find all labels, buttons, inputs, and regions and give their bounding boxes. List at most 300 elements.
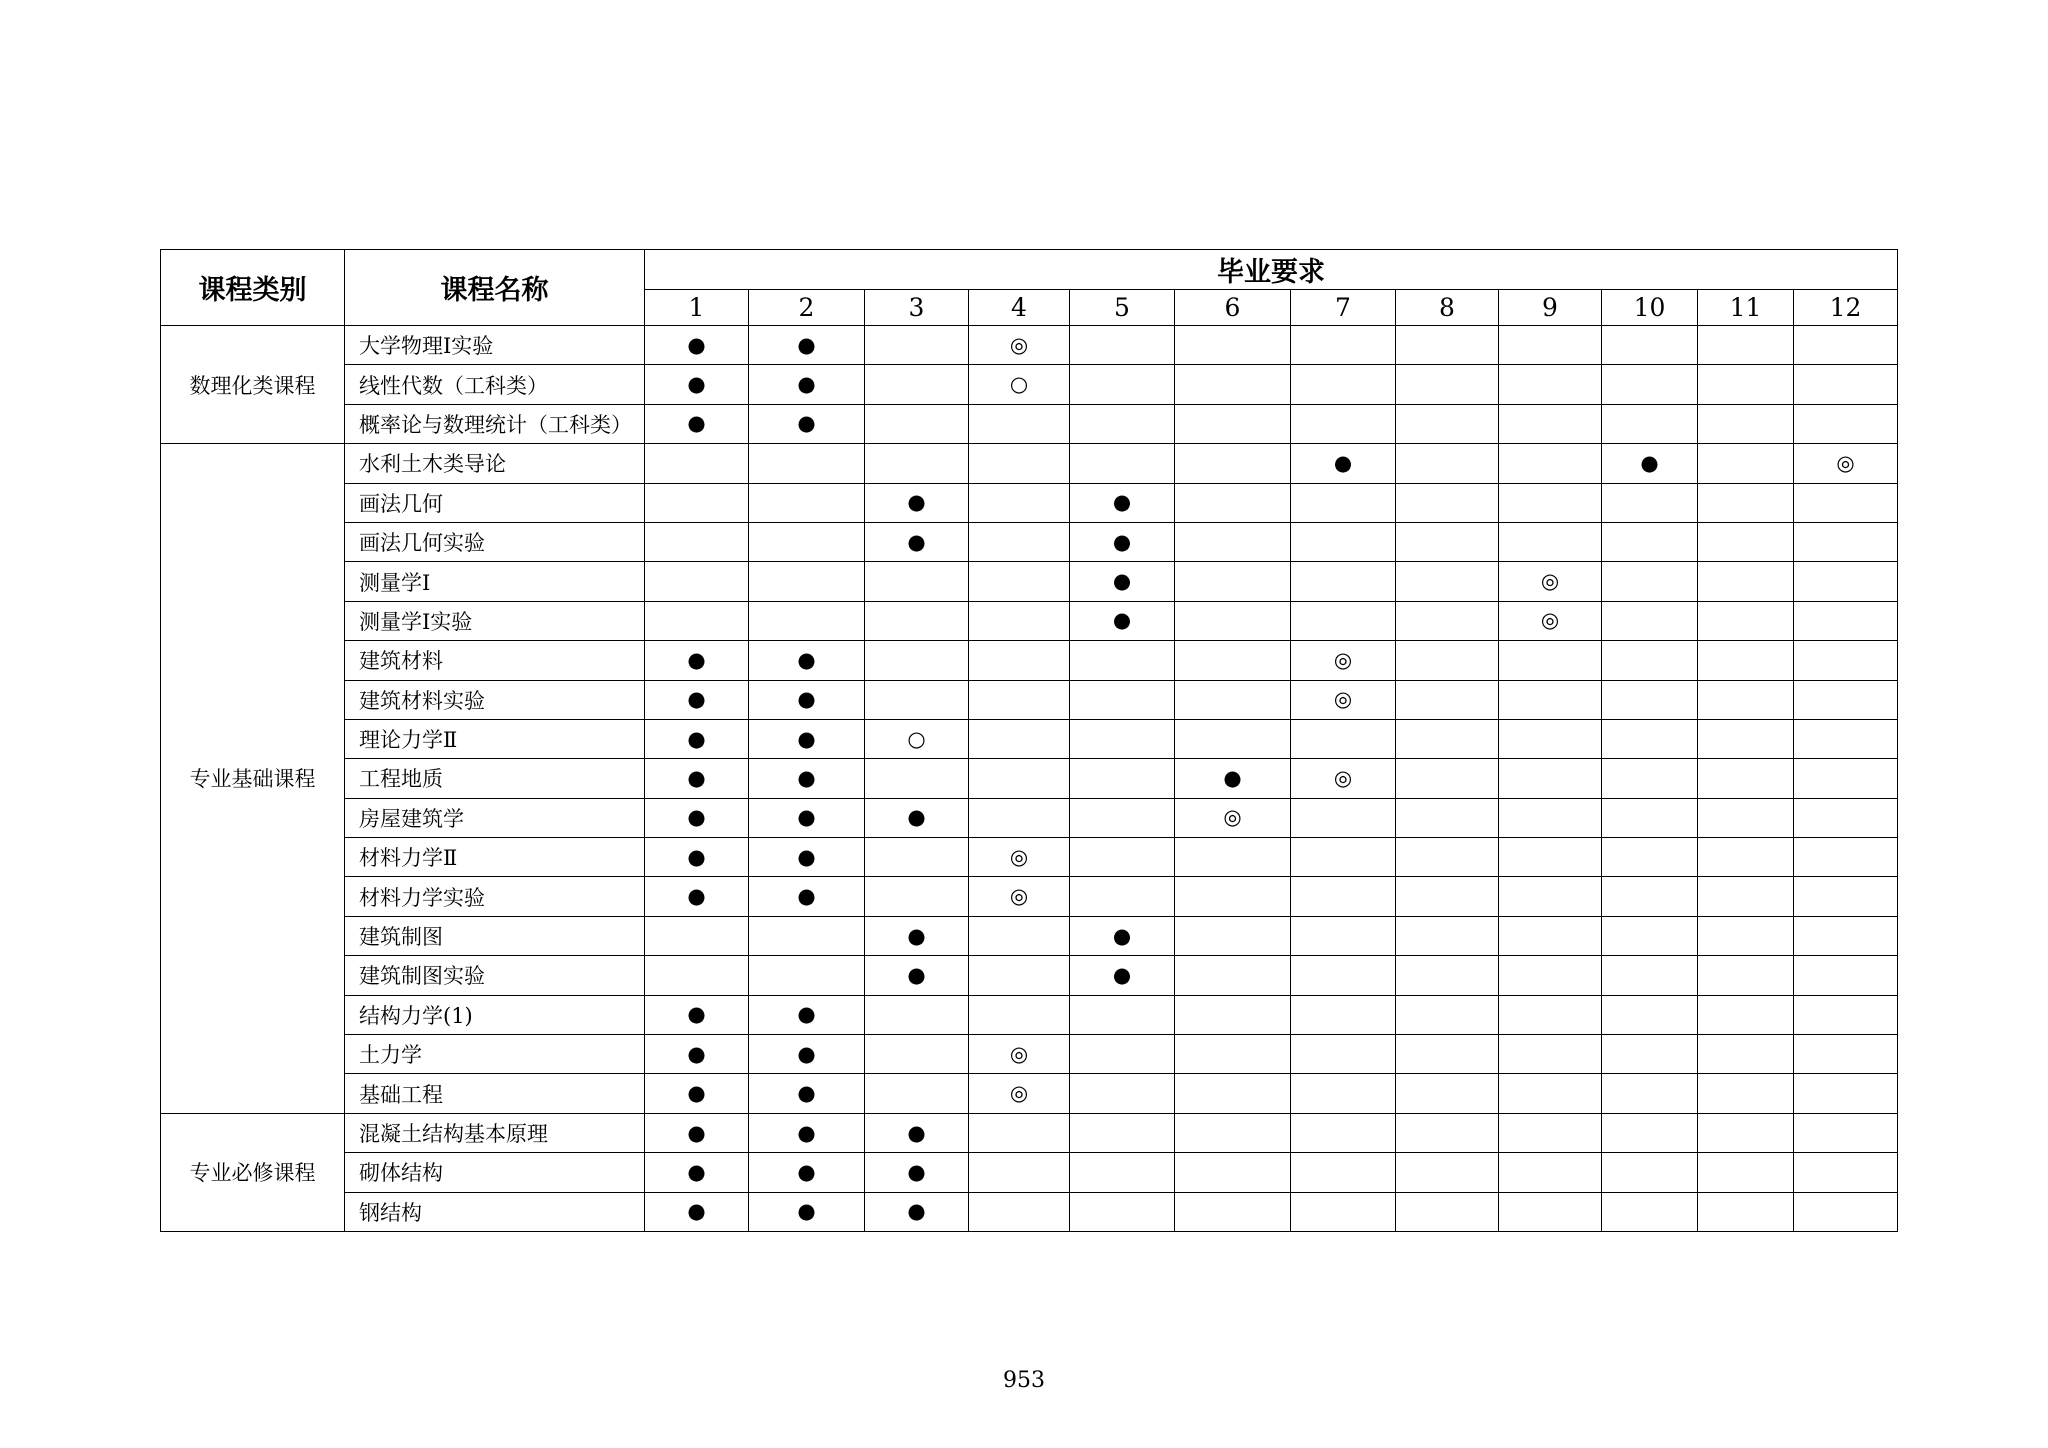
requirement-mark-cell: [1602, 601, 1698, 640]
requirement-mark-cell: ●: [749, 365, 865, 404]
requirement-mark-cell: [969, 956, 1070, 995]
requirement-mark-cell: ◎: [1794, 444, 1898, 483]
requirement-mark-cell: [1175, 1113, 1291, 1152]
table-row: [161, 404, 1898, 443]
requirement-mark-cell: [1070, 1035, 1175, 1074]
requirement-mark-cell: [1070, 641, 1175, 680]
category-cell: 专业必修课程: [161, 1113, 345, 1231]
requirement-mark-cell: [1602, 562, 1698, 601]
requirement-mark-cell: ●: [1070, 522, 1175, 561]
requirement-mark-cell: ●: [749, 1035, 865, 1074]
requirement-mark-cell: [1175, 404, 1291, 443]
requirement-mark-cell: [1070, 838, 1175, 877]
requirement-mark-cell: [1794, 326, 1898, 365]
course-name-cell: 材料力学Ⅱ: [345, 838, 645, 877]
requirement-mark-cell: [865, 562, 969, 601]
requirement-mark-cell: ○: [969, 365, 1070, 404]
requirement-mark-cell: [1794, 1074, 1898, 1113]
requirement-mark-cell: [1175, 995, 1291, 1034]
requirement-mark-cell: [1175, 483, 1291, 522]
requirement-mark-cell: [749, 562, 865, 601]
requirement-mark-cell: [1602, 680, 1698, 719]
requirement-mark-cell: [1396, 1153, 1499, 1192]
course-name-cell: 建筑制图: [345, 916, 645, 955]
requirement-mark-cell: [1602, 798, 1698, 837]
requirement-mark-cell: [645, 956, 749, 995]
table-row: [161, 1113, 1898, 1152]
requirement-mark-cell: [1499, 995, 1602, 1034]
requirement-mark-cell: [1175, 365, 1291, 404]
requirement-mark-cell: [1175, 326, 1291, 365]
requirement-mark-cell: [1291, 1074, 1396, 1113]
requirement-mark-cell: [969, 1192, 1070, 1231]
requirement-mark-cell: [969, 1153, 1070, 1192]
requirement-mark-cell: [969, 759, 1070, 798]
course-name-cell: 建筑材料实验: [345, 680, 645, 719]
requirement-mark-cell: [969, 601, 1070, 640]
requirement-mark-cell: ●: [645, 995, 749, 1034]
requirement-mark-cell: [1070, 444, 1175, 483]
requirement-mark-cell: [1499, 1192, 1602, 1231]
course-requirements-matrix: [160, 249, 1898, 1232]
requirement-mark-cell: [865, 995, 969, 1034]
requirement-mark-cell: [1499, 404, 1602, 443]
requirement-mark-cell: [1794, 641, 1898, 680]
requirement-mark-cell: ●: [749, 759, 865, 798]
requirement-mark-cell: [1602, 838, 1698, 877]
requirement-mark-cell: ●: [645, 365, 749, 404]
requirement-mark-cell: ◎: [1291, 641, 1396, 680]
requirement-mark-cell: [1794, 798, 1898, 837]
requirement-mark-cell: ◎: [1291, 680, 1396, 719]
requirement-mark-cell: ●: [865, 1113, 969, 1152]
requirement-mark-cell: [1175, 680, 1291, 719]
requirement-mark-cell: [1499, 483, 1602, 522]
requirement-mark-cell: [1499, 956, 1602, 995]
requirement-mark-cell: [1499, 877, 1602, 916]
course-name-cell: 建筑材料: [345, 641, 645, 680]
table-row: [161, 641, 1898, 680]
requirement-mark-cell: [1396, 1074, 1499, 1113]
requirement-mark-cell: [1499, 838, 1602, 877]
requirement-mark-cell: [865, 1035, 969, 1074]
requirement-mark-cell: [1291, 1113, 1396, 1152]
course-name-cell: 画法几何: [345, 483, 645, 522]
course-name-cell: 结构力学(1): [345, 995, 645, 1034]
requirement-mark-cell: [1396, 1113, 1499, 1152]
requirement-mark-cell: ●: [645, 1074, 749, 1113]
requirement-mark-cell: [1175, 1153, 1291, 1192]
course-name-cell: 大学物理Ⅰ实验: [345, 326, 645, 365]
course-name-cell: 画法几何实验: [345, 522, 645, 561]
requirement-mark-cell: [1291, 1153, 1396, 1192]
requirement-mark-cell: ◎: [969, 877, 1070, 916]
requirement-mark-cell: [1499, 1074, 1602, 1113]
requirement-number-header: 1: [645, 290, 749, 326]
requirement-mark-cell: [1396, 995, 1499, 1034]
requirement-mark-cell: [1499, 444, 1602, 483]
requirement-mark-cell: ●: [645, 877, 749, 916]
requirement-mark-cell: [1499, 1035, 1602, 1074]
table-row: [161, 326, 1898, 365]
requirement-mark-cell: [865, 877, 969, 916]
course-name-cell: 测量学Ⅰ实验: [345, 601, 645, 640]
requirement-mark-cell: [969, 444, 1070, 483]
requirement-mark-cell: ●: [645, 1113, 749, 1152]
requirement-mark-cell: [1499, 326, 1602, 365]
requirement-mark-cell: [1291, 522, 1396, 561]
requirement-mark-cell: ●: [645, 759, 749, 798]
requirement-mark-cell: ●: [749, 1192, 865, 1231]
requirement-mark-cell: ●: [1070, 601, 1175, 640]
table-row: [161, 444, 1898, 483]
requirement-mark-cell: ●: [749, 995, 865, 1034]
requirement-mark-cell: [1794, 1192, 1898, 1231]
requirement-mark-cell: [1698, 562, 1794, 601]
requirement-mark-cell: [749, 916, 865, 955]
requirement-mark-cell: [1602, 956, 1698, 995]
requirement-mark-cell: [1175, 444, 1291, 483]
requirement-mark-cell: ●: [645, 838, 749, 877]
requirement-mark-cell: ●: [1602, 444, 1698, 483]
requirement-mark-cell: [1070, 1192, 1175, 1231]
requirement-mark-cell: [865, 444, 969, 483]
requirement-mark-cell: [1396, 483, 1499, 522]
requirement-mark-cell: [1499, 1113, 1602, 1152]
table-row: [161, 759, 1898, 798]
requirement-mark-cell: [969, 719, 1070, 758]
requirement-mark-cell: [1396, 365, 1499, 404]
requirement-mark-cell: [1175, 1192, 1291, 1231]
requirement-mark-cell: [1070, 326, 1175, 365]
requirement-mark-cell: [1291, 877, 1396, 916]
requirement-mark-cell: [1602, 759, 1698, 798]
page-number: 953: [1003, 1368, 1045, 1393]
table-row: [161, 562, 1898, 601]
requirement-mark-cell: [1602, 1113, 1698, 1152]
requirement-mark-cell: [749, 956, 865, 995]
requirement-mark-cell: [1499, 916, 1602, 955]
requirement-mark-cell: [1291, 956, 1396, 995]
course-name-cell: 工程地质: [345, 759, 645, 798]
requirement-mark-cell: [1698, 995, 1794, 1034]
table-row: [161, 877, 1898, 916]
requirement-mark-cell: [1291, 838, 1396, 877]
table-row: [161, 1153, 1898, 1192]
requirement-mark-cell: [1794, 522, 1898, 561]
requirement-mark-cell: [1602, 522, 1698, 561]
requirement-mark-cell: [1794, 759, 1898, 798]
requirement-mark-cell: [1175, 1035, 1291, 1074]
table-row: [161, 916, 1898, 955]
requirement-mark-cell: [1794, 995, 1898, 1034]
requirement-mark-cell: [1499, 1153, 1602, 1192]
requirements-header: 毕业要求: [645, 250, 1898, 290]
requirement-mark-cell: [1070, 1074, 1175, 1113]
requirement-mark-cell: [1698, 1192, 1794, 1231]
requirement-mark-cell: [645, 444, 749, 483]
requirement-mark-cell: [1698, 444, 1794, 483]
requirement-mark-cell: [1396, 1192, 1499, 1231]
requirement-mark-cell: [1698, 641, 1794, 680]
requirement-mark-cell: [969, 562, 1070, 601]
requirement-mark-cell: [1698, 1153, 1794, 1192]
requirement-mark-cell: [1602, 916, 1698, 955]
category-cell: 数理化类课程: [161, 326, 345, 444]
requirement-mark-cell: ●: [749, 641, 865, 680]
requirement-mark-cell: ●: [1070, 956, 1175, 995]
requirement-mark-cell: ●: [645, 641, 749, 680]
requirement-mark-cell: [1175, 838, 1291, 877]
requirement-mark-cell: [1499, 759, 1602, 798]
requirement-mark-cell: ●: [749, 680, 865, 719]
requirement-mark-cell: [1698, 838, 1794, 877]
course-name-cell: 材料力学实验: [345, 877, 645, 916]
requirement-mark-cell: [1175, 562, 1291, 601]
table-header: [161, 250, 1898, 326]
requirement-mark-cell: [1794, 1113, 1898, 1152]
requirement-mark-cell: [969, 641, 1070, 680]
requirement-mark-cell: [1698, 1035, 1794, 1074]
requirement-mark-cell: [1499, 365, 1602, 404]
requirement-mark-cell: [1602, 641, 1698, 680]
requirement-mark-cell: [1698, 404, 1794, 443]
requirement-mark-cell: [969, 1113, 1070, 1152]
requirement-mark-cell: ◎: [1499, 562, 1602, 601]
course-name-cell: 基础工程: [345, 1074, 645, 1113]
requirement-mark-cell: ●: [1070, 483, 1175, 522]
requirement-mark-cell: ●: [865, 956, 969, 995]
table-row: [161, 365, 1898, 404]
requirement-mark-cell: [1698, 916, 1794, 955]
requirement-mark-cell: [1291, 916, 1396, 955]
requirement-mark-cell: [1698, 680, 1794, 719]
requirement-mark-cell: [645, 601, 749, 640]
requirement-mark-cell: [1070, 759, 1175, 798]
requirement-mark-cell: [1291, 483, 1396, 522]
course-name-cell: 理论力学Ⅱ: [345, 719, 645, 758]
requirement-mark-cell: ●: [749, 838, 865, 877]
requirement-mark-cell: [749, 522, 865, 561]
table-row: [161, 522, 1898, 561]
requirement-number-header: 6: [1175, 290, 1291, 326]
requirement-mark-cell: [865, 601, 969, 640]
requirement-mark-cell: [1396, 522, 1499, 561]
requirement-mark-cell: [1794, 404, 1898, 443]
requirement-number-header: 11: [1698, 290, 1794, 326]
requirement-mark-cell: [645, 916, 749, 955]
requirement-mark-cell: [645, 562, 749, 601]
requirement-mark-cell: ●: [1175, 759, 1291, 798]
requirement-mark-cell: [1175, 719, 1291, 758]
requirement-mark-cell: [1698, 483, 1794, 522]
course-name-cell: 砌体结构: [345, 1153, 645, 1192]
requirement-mark-cell: ◎: [969, 838, 1070, 877]
requirement-mark-cell: ●: [645, 1153, 749, 1192]
requirement-mark-cell: [749, 444, 865, 483]
table-row: [161, 1035, 1898, 1074]
requirement-mark-cell: [969, 404, 1070, 443]
requirement-mark-cell: [1698, 759, 1794, 798]
requirement-mark-cell: [1291, 326, 1396, 365]
requirement-mark-cell: ●: [865, 1192, 969, 1231]
requirement-mark-cell: ●: [865, 916, 969, 955]
requirement-mark-cell: [969, 680, 1070, 719]
requirement-mark-cell: [645, 522, 749, 561]
requirement-mark-cell: ◎: [969, 326, 1070, 365]
requirement-mark-cell: ●: [749, 326, 865, 365]
course-name-cell: 土力学: [345, 1035, 645, 1074]
requirement-number-header: 10: [1602, 290, 1698, 326]
requirement-mark-cell: [1698, 601, 1794, 640]
requirement-mark-cell: [1794, 877, 1898, 916]
requirement-mark-cell: [1396, 877, 1499, 916]
course-name-cell: 混凝土结构基本原理: [345, 1113, 645, 1152]
table-row: [161, 601, 1898, 640]
requirement-mark-cell: [1698, 719, 1794, 758]
requirement-mark-cell: ●: [645, 798, 749, 837]
requirement-mark-cell: ●: [749, 1153, 865, 1192]
requirement-mark-cell: ●: [865, 798, 969, 837]
requirement-mark-cell: ●: [645, 404, 749, 443]
requirement-mark-cell: [1070, 877, 1175, 916]
requirement-mark-cell: [1396, 601, 1499, 640]
requirement-mark-cell: [1396, 444, 1499, 483]
requirement-mark-cell: ●: [749, 404, 865, 443]
requirement-mark-cell: [1396, 759, 1499, 798]
requirement-mark-cell: [1794, 601, 1898, 640]
requirement-mark-cell: [1794, 483, 1898, 522]
table-row: [161, 1192, 1898, 1231]
requirement-mark-cell: [865, 680, 969, 719]
table-body: [161, 326, 1898, 1232]
requirement-mark-cell: [1794, 719, 1898, 758]
requirement-mark-cell: [1499, 719, 1602, 758]
requirement-mark-cell: ●: [1070, 916, 1175, 955]
requirement-mark-cell: [1291, 1035, 1396, 1074]
requirement-mark-cell: [865, 759, 969, 798]
requirement-mark-cell: [1794, 1035, 1898, 1074]
requirement-mark-cell: [1499, 798, 1602, 837]
requirement-mark-cell: [1070, 719, 1175, 758]
requirement-mark-cell: [865, 838, 969, 877]
requirement-mark-cell: [1499, 680, 1602, 719]
requirement-number-header: 2: [749, 290, 865, 326]
requirement-mark-cell: [969, 916, 1070, 955]
requirement-mark-cell: [969, 798, 1070, 837]
requirement-mark-cell: [1291, 562, 1396, 601]
requirement-mark-cell: [1602, 483, 1698, 522]
course-name-cell: 概率论与数理统计（工科类）: [345, 404, 645, 443]
requirement-mark-cell: ●: [749, 877, 865, 916]
category-column-header: 课程类别: [161, 250, 345, 326]
requirement-mark-cell: [1291, 995, 1396, 1034]
requirement-mark-cell: [1602, 995, 1698, 1034]
requirement-mark-cell: [969, 995, 1070, 1034]
requirement-number-header: 4: [969, 290, 1070, 326]
requirement-mark-cell: [1070, 995, 1175, 1034]
requirement-mark-cell: [1794, 956, 1898, 995]
requirement-number-header: 9: [1499, 290, 1602, 326]
requirement-mark-cell: [1698, 365, 1794, 404]
course-name-cell: 水利土木类导论: [345, 444, 645, 483]
table-row: [161, 483, 1898, 522]
requirement-mark-cell: [1396, 916, 1499, 955]
requirement-mark-cell: ○: [865, 719, 969, 758]
table-row: [161, 798, 1898, 837]
requirement-mark-cell: [1794, 1153, 1898, 1192]
requirement-mark-cell: [1396, 1035, 1499, 1074]
requirement-mark-cell: [1698, 956, 1794, 995]
requirement-mark-cell: [969, 522, 1070, 561]
requirement-mark-cell: [1698, 798, 1794, 837]
requirement-mark-cell: [749, 483, 865, 522]
requirement-mark-cell: [1070, 1113, 1175, 1152]
requirement-mark-cell: [1698, 1113, 1794, 1152]
requirement-mark-cell: ●: [865, 1153, 969, 1192]
requirement-mark-cell: [1175, 641, 1291, 680]
requirement-mark-cell: [1396, 719, 1499, 758]
requirement-mark-cell: [865, 1074, 969, 1113]
requirement-mark-cell: [1396, 798, 1499, 837]
requirement-mark-cell: [1396, 326, 1499, 365]
table-row: [161, 680, 1898, 719]
requirement-mark-cell: [1602, 365, 1698, 404]
course-name-cell: 测量学Ⅰ: [345, 562, 645, 601]
requirement-mark-cell: [1396, 680, 1499, 719]
requirement-mark-cell: [1291, 404, 1396, 443]
requirement-mark-cell: [1070, 365, 1175, 404]
requirement-mark-cell: [1602, 404, 1698, 443]
requirement-mark-cell: ●: [1070, 562, 1175, 601]
course-name-cell: 建筑制图实验: [345, 956, 645, 995]
requirement-mark-cell: ◎: [1499, 601, 1602, 640]
requirement-mark-cell: [1396, 404, 1499, 443]
requirement-mark-cell: ●: [645, 719, 749, 758]
requirement-mark-cell: [1602, 1153, 1698, 1192]
requirement-mark-cell: [1794, 838, 1898, 877]
course-column-header: 课程名称: [345, 250, 645, 326]
requirement-mark-cell: [1794, 562, 1898, 601]
requirement-mark-cell: [1175, 1074, 1291, 1113]
requirement-mark-cell: [1396, 641, 1499, 680]
table-row: [161, 956, 1898, 995]
requirement-mark-cell: [1602, 877, 1698, 916]
requirement-mark-cell: ◎: [1175, 798, 1291, 837]
requirement-mark-cell: [1070, 1153, 1175, 1192]
requirement-mark-cell: ●: [645, 680, 749, 719]
requirement-mark-cell: [1698, 522, 1794, 561]
requirement-mark-cell: [645, 483, 749, 522]
requirement-mark-cell: [1499, 522, 1602, 561]
requirement-mark-cell: [1698, 326, 1794, 365]
requirement-mark-cell: [1175, 877, 1291, 916]
requirement-mark-cell: [1794, 916, 1898, 955]
requirement-mark-cell: [1396, 562, 1499, 601]
requirement-mark-cell: [1070, 798, 1175, 837]
requirement-mark-cell: ●: [645, 326, 749, 365]
requirement-mark-cell: [1698, 877, 1794, 916]
requirement-mark-cell: [1070, 404, 1175, 443]
requirement-mark-cell: [1602, 1035, 1698, 1074]
requirement-mark-cell: [1175, 601, 1291, 640]
course-name-cell: 钢结构: [345, 1192, 645, 1231]
course-name-cell: 房屋建筑学: [345, 798, 645, 837]
requirement-mark-cell: ●: [865, 522, 969, 561]
table-row: [161, 719, 1898, 758]
requirement-mark-cell: [1291, 1192, 1396, 1231]
requirement-mark-cell: ●: [865, 483, 969, 522]
